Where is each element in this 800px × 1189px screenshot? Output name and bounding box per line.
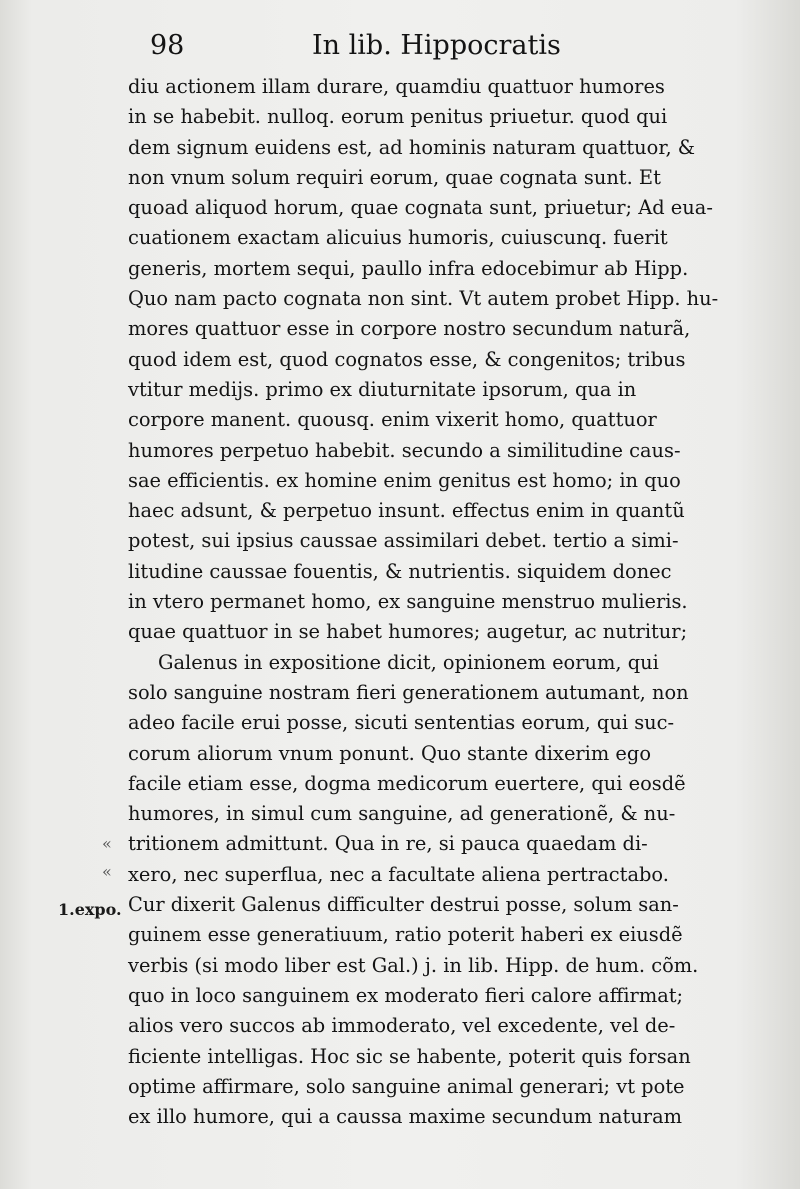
text-line: quae quattuor in se habet humores; augetur, ac nutritur; — [128, 620, 688, 644]
quotation-mark: « — [102, 862, 112, 881]
text-line: haec adsunt, & perpetuo insunt. effectus enim in quantũ — [128, 499, 685, 523]
text-line: guinem esse generatiuum, ratio poterit haberi ex eiusdẽ — [128, 923, 683, 947]
text-line: Quo nam pacto cognata non sint. Vt autem probet Hipp. hu- — [128, 287, 719, 311]
text-line: optime affirmare, solo sanguine animal generari; vt pote — [128, 1074, 685, 1098]
text-line: in se habebit. nulloq. eorum penitus priuetur. quod qui — [128, 105, 668, 129]
text-line: vtitur medijs. primo ex diuturnitate ipsorum, qua in — [128, 377, 637, 401]
text-line: mores quattuor esse in corpore nostro secundum naturã, — [128, 317, 691, 341]
text-line: humores, in simul cum sanguine, ad generationẽ, & nu- — [128, 802, 676, 826]
text-line: cuationem exactam alicuius humoris, cuiuscunq. fuerit — [128, 226, 668, 250]
text-line: Galenus in expositione dicit, opinionem eorum, qui — [158, 650, 659, 674]
text-line: diu actionem illam durare, quamdiu quattuor humores — [128, 75, 665, 98]
text-line: potest, sui ipsius caussae assimilari debet. tertio a simi- — [128, 529, 679, 553]
text-line: alios vero succos ab immoderato, vel excedente, vel de- — [128, 1014, 676, 1038]
text-line: verbis (si modo liber est Gal.) j. in lib. Hipp. de hum. cõm. — [128, 953, 699, 977]
text-line: quo in loco sanguinem ex moderato fieri calore affirmat; — [128, 983, 684, 1007]
text-line: Cur dixerit Galenus difficulter destrui posse, solum san- — [128, 893, 679, 917]
text-line: corpore manent. quousq. enim vixerit homo, quattuor — [128, 408, 657, 432]
text-line: ficiente intelligas. Hoc sic se habente, poterit quis forsan — [128, 1044, 691, 1068]
text-line: non vnum solum requiri eorum, quae cognata sunt. Et — [128, 165, 661, 189]
running-head: In lib. Hippocratis — [312, 30, 561, 61]
text-line: generis, mortem sequi, paullo infra edocebimur ab Hipp. — [128, 256, 689, 280]
text-line: xero, nec superflua, nec a facultate aliena pertractabo. — [128, 862, 669, 886]
text-line: humores perpetuo habebit. secundo a similitudine caus- — [128, 438, 681, 462]
body-text — [128, 72, 740, 1132]
text-line: litudine caussae fouentis, & nutrientis. siquidem donec — [128, 559, 672, 583]
marginal-note: 1.expo. — [58, 900, 122, 919]
text-line: ex illo humore, qui a caussa maxime secundum naturam — [128, 1105, 683, 1129]
text-line: solo sanguine nostram fieri generationem autumant, non — [128, 680, 689, 704]
page-number: 98 — [150, 30, 185, 61]
text-line: corum aliorum vnum ponunt. Quo stante dixerim ego — [128, 741, 651, 765]
text-line: adeo facile erui posse, sicuti sententias eorum, qui suc- — [128, 711, 675, 735]
text-line: quod idem est, quod cognatos esse, & congenitos; tribus — [128, 347, 686, 371]
text-line: quoad aliquod horum, quae cognata sunt, priuetur; Ad eua- — [128, 196, 713, 220]
quotation-mark: « — [102, 834, 112, 853]
text-line: dem signum euidens est, ad hominis naturam quattuor, & — [128, 135, 696, 159]
text-line: tritionem admittunt. Qua in re, si pauca quaedam di- — [128, 832, 648, 856]
text-line: facile etiam esse, dogma medicorum euertere, qui eosdẽ — [128, 771, 686, 795]
text-line: in vtero permanet homo, ex sanguine menstruo mulieris. — [128, 590, 688, 614]
text-line: sae efficientis. ex homine enim genitus est homo; in quo — [128, 468, 681, 492]
